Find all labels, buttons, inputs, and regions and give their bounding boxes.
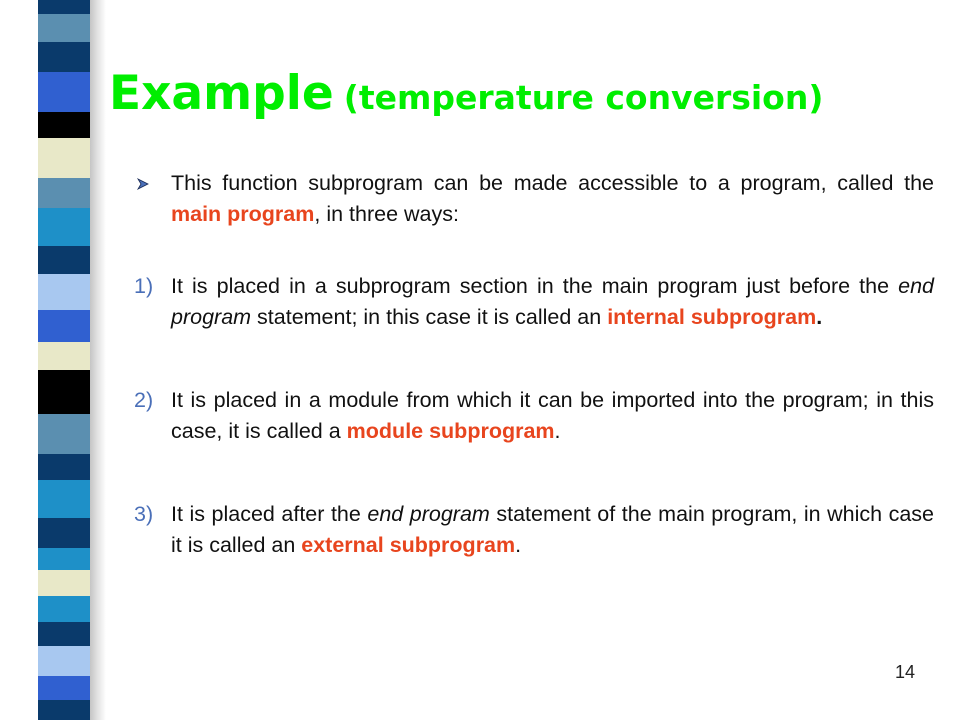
- arrow-bullet-icon: [136, 177, 150, 191]
- item-text: It is placed in a module from which it can be imported into the program; in this case, it is called a: [171, 388, 934, 443]
- strip-block: [38, 414, 90, 454]
- strip-block: [38, 370, 90, 414]
- strip-block: [38, 342, 90, 370]
- item-highlight: internal subprogram: [607, 305, 817, 329]
- strip-block: [38, 548, 90, 570]
- slide-title: [109, 66, 823, 121]
- strip-block: [38, 518, 90, 548]
- item-text-end: .: [554, 419, 561, 443]
- item-text-middle: statement; in this case it is called an: [251, 305, 608, 329]
- item-text: It is placed in a subprogram section in the main program just before the: [171, 274, 899, 298]
- strip-block: [38, 14, 90, 42]
- title-main: Example: [109, 66, 334, 121]
- strip-block: [38, 178, 90, 208]
- item-highlight: module subprogram: [346, 419, 555, 443]
- strip-block: [38, 700, 90, 720]
- list-item: [136, 385, 934, 447]
- item-text-middle: statement of the main program, in which case it is called an: [171, 502, 935, 557]
- strip-block: [38, 112, 90, 138]
- item-highlight: external subprogram: [301, 533, 516, 557]
- item-italic: end program: [367, 502, 490, 526]
- item-number: 2): [134, 388, 154, 412]
- item-italic: end program: [171, 274, 934, 329]
- item-text: It is placed after the: [171, 502, 368, 526]
- strip-block: [38, 72, 90, 112]
- strip-block: [38, 208, 90, 246]
- strip-block: [38, 246, 90, 274]
- strip-block: [38, 676, 90, 700]
- decorative-color-strip: [38, 0, 90, 720]
- strip-shadow: [88, 0, 106, 720]
- list-item: [136, 271, 934, 333]
- strip-block: [38, 622, 90, 646]
- slide-body: [136, 168, 934, 561]
- intro-bullet: [136, 168, 934, 230]
- intro-text-end: , in three ways:: [314, 202, 459, 226]
- strip-block: [38, 310, 90, 342]
- item-number: 3): [134, 502, 154, 526]
- strip-block: [38, 646, 90, 676]
- strip-block: [38, 570, 90, 596]
- intro-text: This function subprogram can be made accessible to a program, called the: [171, 171, 934, 195]
- strip-block: [38, 596, 90, 622]
- strip-block: [38, 480, 90, 518]
- strip-block: [38, 42, 90, 72]
- item-text-end: .: [515, 533, 522, 557]
- list-item: [136, 499, 934, 561]
- item-text-end: .: [816, 305, 823, 329]
- title-subtitle: (temperature conversion): [343, 78, 824, 117]
- strip-block: [38, 0, 90, 14]
- intro-highlight: main program: [171, 202, 315, 226]
- strip-block: [38, 138, 90, 178]
- strip-block: [38, 454, 90, 480]
- item-number: 1): [134, 274, 154, 298]
- page-number: 14: [895, 662, 916, 682]
- strip-block: [38, 274, 90, 310]
